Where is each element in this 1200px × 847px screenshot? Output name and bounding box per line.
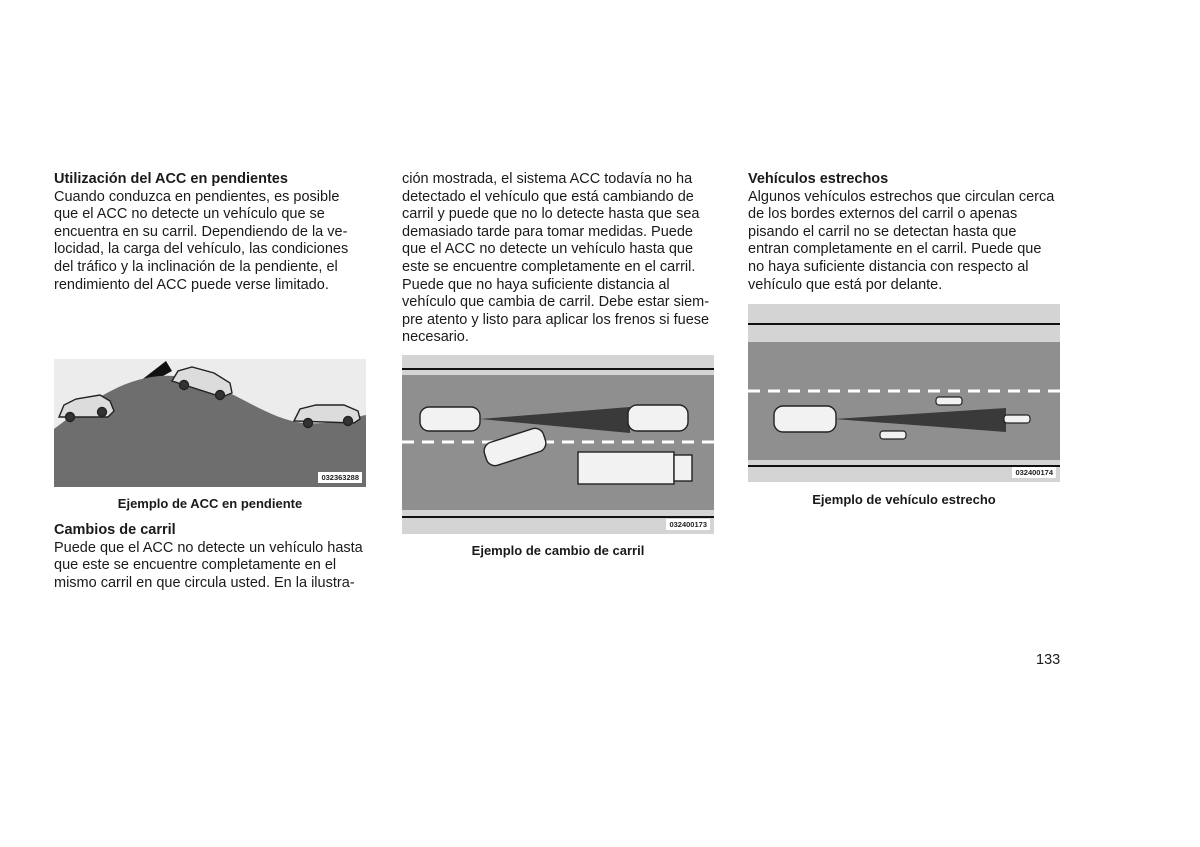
paragraph-narrow-vehicles (748, 189, 1060, 295)
text-line: pisando el carril no se detectan hasta que (748, 223, 1017, 240)
text-line: Puede que no haya suficiente distancia al (402, 276, 670, 293)
text-line: Algunos vehículos estrechos que circulan cerca (748, 188, 1055, 205)
figure-code: 032400173 (666, 519, 710, 530)
section-heading-narrow-vehicles: Vehículos estrechos (748, 171, 889, 187)
text-line: necesario. (402, 329, 469, 346)
own-car (420, 407, 480, 431)
text-line: rendimiento del ACC puede verse limitado. (54, 276, 329, 293)
text-line: que este se encuentre completamente en el (54, 557, 337, 574)
text-line: vehículo que está por delante. (748, 276, 943, 293)
text-line: ción mostrada, el sistema ACC todavía no ha (402, 171, 693, 187)
motorcycle-2 (1004, 415, 1030, 423)
text-line: mismo carril en que circula usted. En la ilustra- (54, 574, 355, 591)
text-line: Cuando conduzca en pendientes, es posible (54, 188, 340, 205)
text-line: que el ACC no detecte un vehículo que se (54, 206, 325, 223)
figure-caption: Ejemplo de ACC en pendiente (117, 496, 303, 512)
paragraph-lane-change-cont (402, 171, 714, 347)
figure-caption: Ejemplo de vehículo estrecho (812, 492, 996, 508)
figure-caption: Ejemplo de cambio de carril (471, 542, 645, 558)
column-2 (402, 171, 714, 558)
text-line: detectado el vehículo que está cambiando de (402, 188, 694, 205)
lane-change-illustration (402, 355, 714, 534)
page-number: 133 (1036, 652, 1061, 668)
figure-lane-change (402, 355, 714, 534)
paragraph-slopes (54, 189, 366, 295)
column-3 (748, 171, 1060, 507)
text-line: locidad, la carga del vehículo, las condiciones (54, 241, 349, 258)
section-heading-lane-change: Cambios de carril (54, 522, 176, 539)
text-line: de los bordes externos del carril o apenas (748, 206, 1018, 223)
figure-code: 032400174 (1012, 467, 1056, 478)
motorcycle-3 (880, 431, 906, 439)
slope-illustration (54, 359, 366, 487)
road (748, 342, 1060, 460)
text-line: Puede que el ACC no detecte un vehículo hasta (54, 539, 363, 556)
text-line: entran completamente en el carril. Puede que (748, 241, 1042, 258)
text-line: demasiado tarde para tomar medidas. Puede (402, 223, 693, 240)
motorcycle-1 (936, 397, 962, 405)
section-heading-slopes: Utilización del ACC en pendientes (54, 171, 288, 187)
text-line: del tráfico y la inclinación de la pendiente, el (54, 258, 338, 275)
paragraph-lane-change (54, 540, 366, 593)
narrow-vehicle-illustration (748, 304, 1060, 482)
figure-slope-acc (54, 359, 366, 487)
figure-code: 032363288 (318, 472, 362, 483)
text-line: vehículo que cambia de carril. Debe estar siem- (402, 294, 710, 311)
truck-trailer (578, 452, 674, 484)
column-1 (54, 171, 366, 593)
text-line: no haya suficiente distancia con respecto al (748, 258, 1029, 275)
text-line: este se encuentre completamente en el carril. (402, 258, 696, 275)
text-line: carril y puede que no lo detecte hasta que sea (402, 206, 700, 223)
own-car (774, 406, 836, 432)
text-line: pre atento y listo para aplicar los frenos si fuese (402, 311, 710, 328)
figure-narrow-vehicle (748, 304, 1060, 482)
truck-cab (674, 455, 692, 481)
text-line: encuentra en su carril. Dependiendo de la ve- (54, 223, 348, 240)
text-line: que el ACC no detecte un vehículo hasta que (402, 241, 694, 258)
lead-car (628, 405, 688, 431)
